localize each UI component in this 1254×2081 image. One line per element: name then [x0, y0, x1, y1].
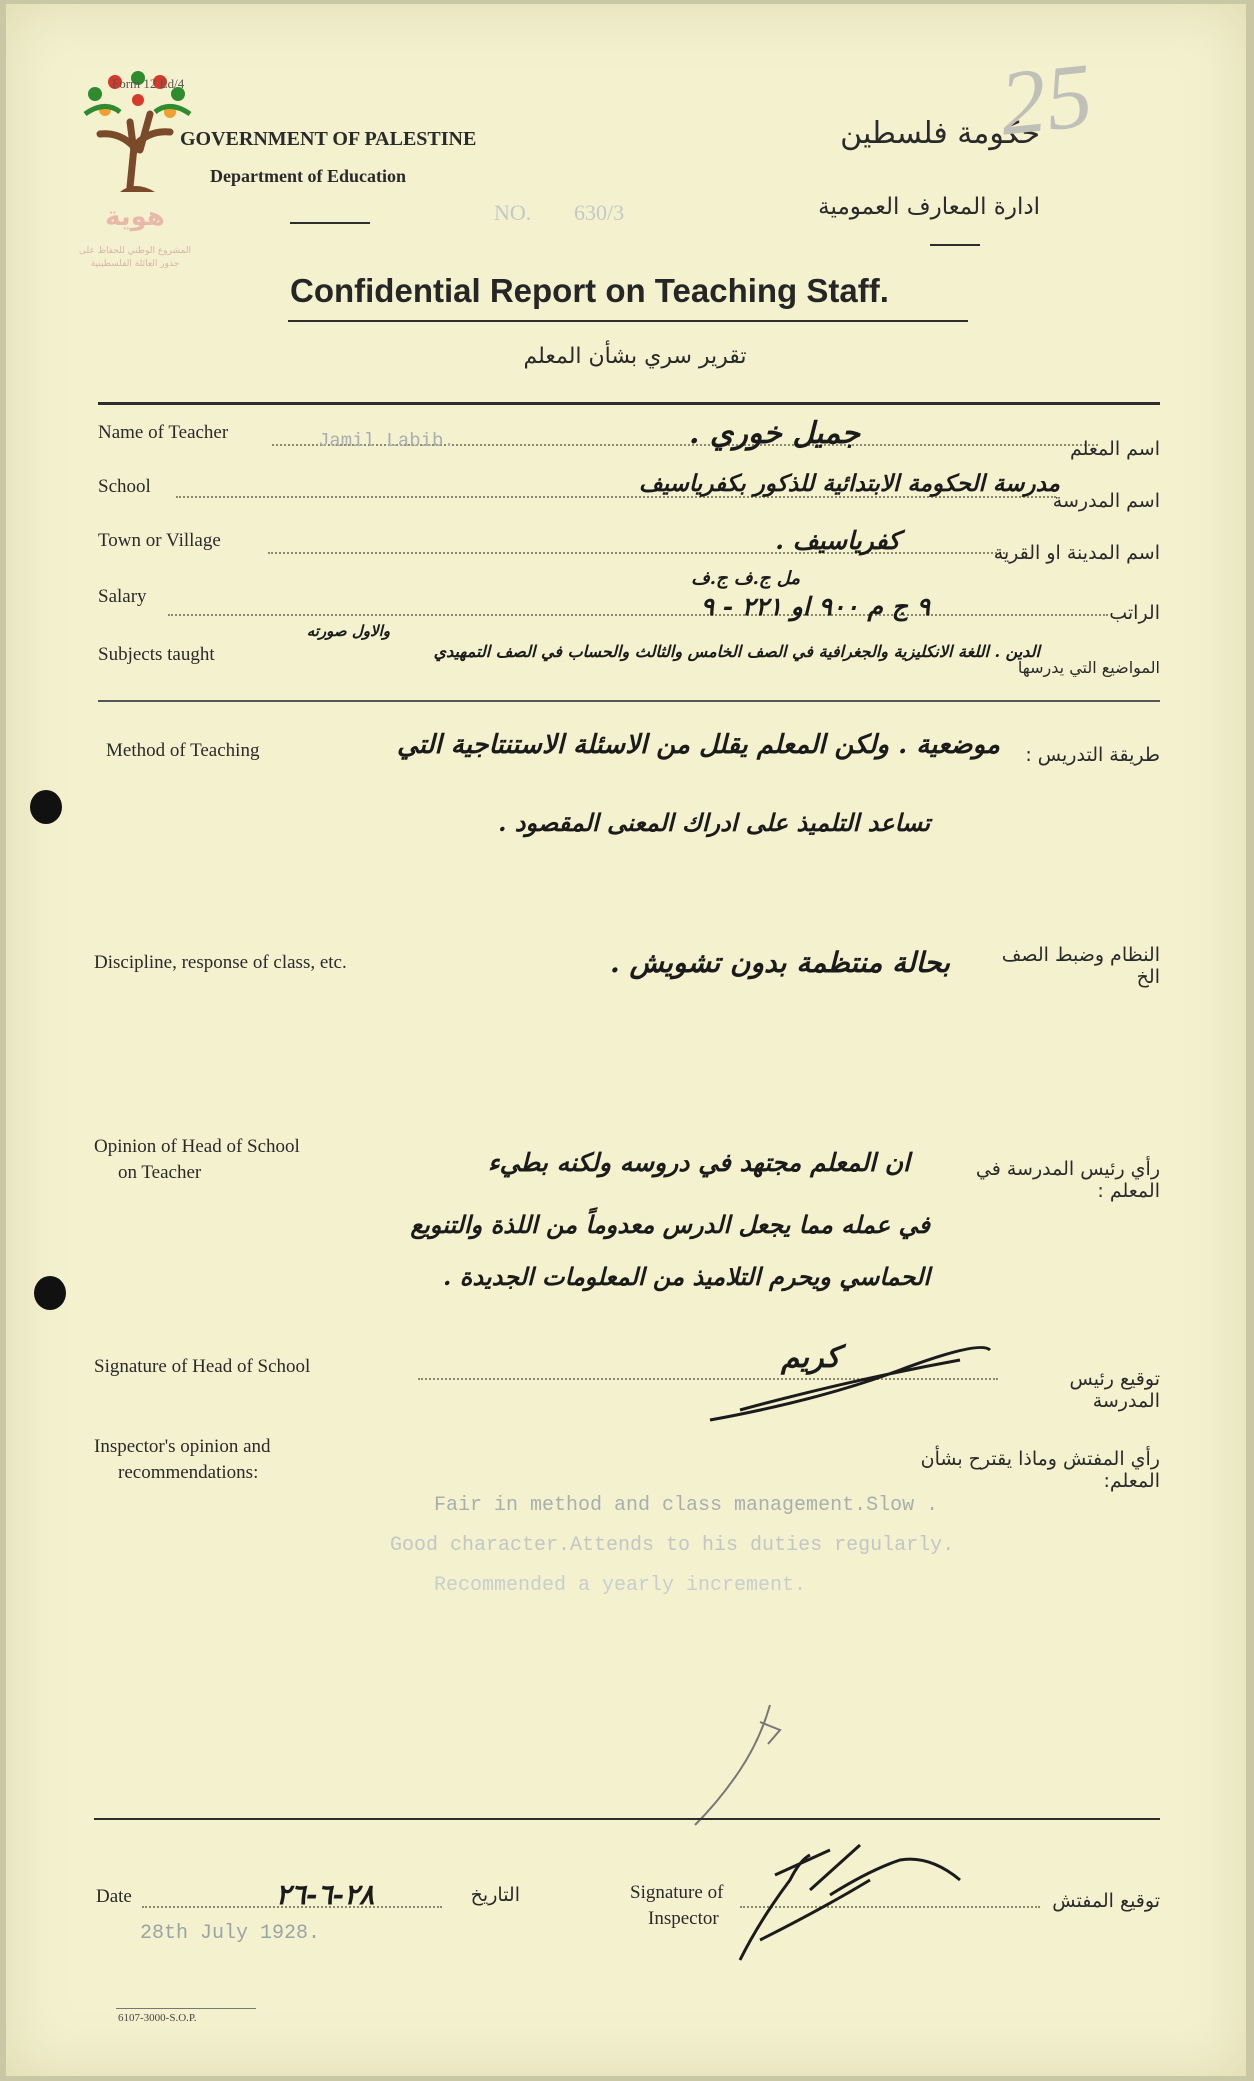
fields-bottom-rule	[98, 700, 1160, 702]
town-handwritten-value: كفرياسيف .	[775, 526, 900, 555]
town-label: Town or Village	[98, 530, 221, 551]
salary-label-arabic: الراتب	[1109, 602, 1160, 624]
subjects-label: Subjects taught	[98, 644, 215, 665]
punch-hole-top	[30, 790, 62, 824]
top-section-rule	[98, 402, 1160, 405]
number-label: NO.	[494, 200, 532, 225]
document-page	[6, 4, 1246, 2076]
head-signature-mark	[700, 1330, 1000, 1430]
hawiya-logo	[60, 52, 210, 202]
head-signature-text: كريم	[780, 1340, 840, 1375]
salary-handwritten-value: ٩ ج م ٩٠٠ او ٢٢١ - ٩	[700, 592, 930, 621]
salary-label: Salary	[98, 586, 147, 607]
name-label: Name of Teacher	[98, 422, 229, 443]
date-label: Date	[96, 1886, 132, 1907]
head-opinion-line-1: ان المعلم مجتهد في دروسه ولكنه بطيء	[487, 1148, 910, 1177]
head-opinion-line-2: في عمله مما يجعل الدرس معدوماً من اللذة والتنويع	[410, 1210, 930, 1239]
government-title: GOVERNMENT OF PALESTINE	[180, 128, 477, 150]
form-reference: Form 12 Ed/4	[112, 76, 185, 91]
head-opinion-label-1: Opinion of Head of School	[94, 1136, 300, 1157]
inspector-signature-label-arabic: توقيع المفتش	[1052, 1890, 1160, 1912]
header-divider-right	[930, 244, 980, 246]
department-title: Department of Education	[210, 166, 406, 186]
page-title: Confidential Report on Teaching Staff.	[290, 272, 889, 309]
government-title-arabic: حكومة فلسطين	[840, 116, 1040, 151]
name-typed-value: Jamil Labib.	[318, 430, 455, 452]
method-handwritten-line-2: تساعد التلميذ على ادراك المعنى المقصود .	[498, 808, 930, 837]
inspector-signature-label-1: Signature of	[630, 1882, 724, 1903]
school-label: School	[98, 476, 151, 497]
inspector-opinion-label-arabic: رأي المفتش وماذا يقترح بشأن المعلم:	[920, 1448, 1160, 1492]
title-underline	[288, 320, 968, 322]
pencil-check-mark	[680, 1700, 800, 1830]
method-handwritten-line-1: موضعية . ولكن المعلم يقلل من الاسئلة الاستنتاجية التي	[397, 730, 1000, 760]
inspector-opinion-label-1: Inspector's opinion and	[94, 1436, 271, 1457]
inspector-typed-line-3: Recommended a yearly increment.	[434, 1574, 807, 1597]
head-opinion-label-2: on Teacher	[118, 1162, 202, 1183]
inspector-opinion-label-2: recommendations:	[118, 1462, 259, 1483]
subjects-handwritten-value: الدين . اللغة الانكليزية والجغرافية في الصف الخامس والثالث والحساب في الصف التمهيدي	[433, 642, 1040, 661]
discipline-label: Discipline, response of class, etc.	[94, 952, 347, 973]
method-label: Method of Teaching	[106, 740, 260, 761]
head-signature-label: Signature of Head of School	[94, 1356, 311, 1377]
school-label-arabic: اسم المدرسة	[1052, 490, 1160, 512]
printer-code: 6107-3000-S.O.P.	[118, 2012, 197, 2024]
logo-caption-1: المشروع الوطني للحفاظ على	[78, 246, 191, 256]
subjects-handwritten-note: والاول صورته	[306, 622, 390, 640]
name-label-arabic: اسم المعلم	[1069, 438, 1160, 460]
head-opinion-line-3: الحماسي ويحرم التلاميذ من المعلومات الجديدة .	[443, 1262, 930, 1291]
header-divider-left	[290, 222, 370, 224]
printer-code-rule	[116, 2008, 256, 2009]
inspector-typed-line-2: Good character.Attends to his duties regularly.	[390, 1534, 955, 1557]
punch-hole-bottom	[34, 1276, 66, 1310]
date-handwritten-value: ٢٨-٦-٢٦	[275, 1878, 375, 1911]
head-signature-label-arabic: توقيع رئيس المدرسة	[1069, 1368, 1160, 1412]
discipline-label-arabic: النظام وضبط الصف الخ	[1001, 944, 1160, 988]
footer-rule	[94, 1818, 1160, 1820]
logo-arabic-name: هوية	[105, 202, 165, 232]
date-label-arabic: التاريخ	[470, 1884, 520, 1906]
pencil-file-mark: 25	[994, 43, 1098, 155]
name-handwritten-value: جميل خوري .	[688, 416, 860, 451]
discipline-handwritten-value: بحالة منتظمة بدون تشويش .	[609, 946, 950, 979]
town-label-arabic: اسم المدينة او القرية	[993, 542, 1160, 564]
page-title-arabic: تقرير سري بشأن المعلم	[523, 344, 747, 369]
head-opinion-label-arabic: رأي رئيس المدرسة في المعلم :	[975, 1158, 1160, 1202]
logo-caption-2: جذور العائلة الفلسطينية	[90, 259, 180, 269]
subjects-label-arabic: المواضيع التي يدرسها	[1017, 658, 1160, 677]
number-value: 630/3	[574, 200, 625, 225]
inspector-typed-line-1: Fair in method and class management.Slow .	[434, 1494, 939, 1517]
department-title-arabic: ادارة المعارف العمومية	[818, 194, 1040, 220]
inspector-signature-mark	[700, 1820, 970, 1970]
school-handwritten-value: مدرسة الحكومة الابتدائية للذكور بكفرياسيف	[638, 470, 1060, 497]
inspector-signature-label-2: Inspector	[648, 1908, 719, 1929]
date-typed-value: 28th July 1928.	[140, 1922, 321, 1945]
method-label-arabic: طريقة التدريس :	[1025, 744, 1160, 766]
salary-handwritten-note: مل ج.ف ج.ف	[691, 568, 800, 589]
